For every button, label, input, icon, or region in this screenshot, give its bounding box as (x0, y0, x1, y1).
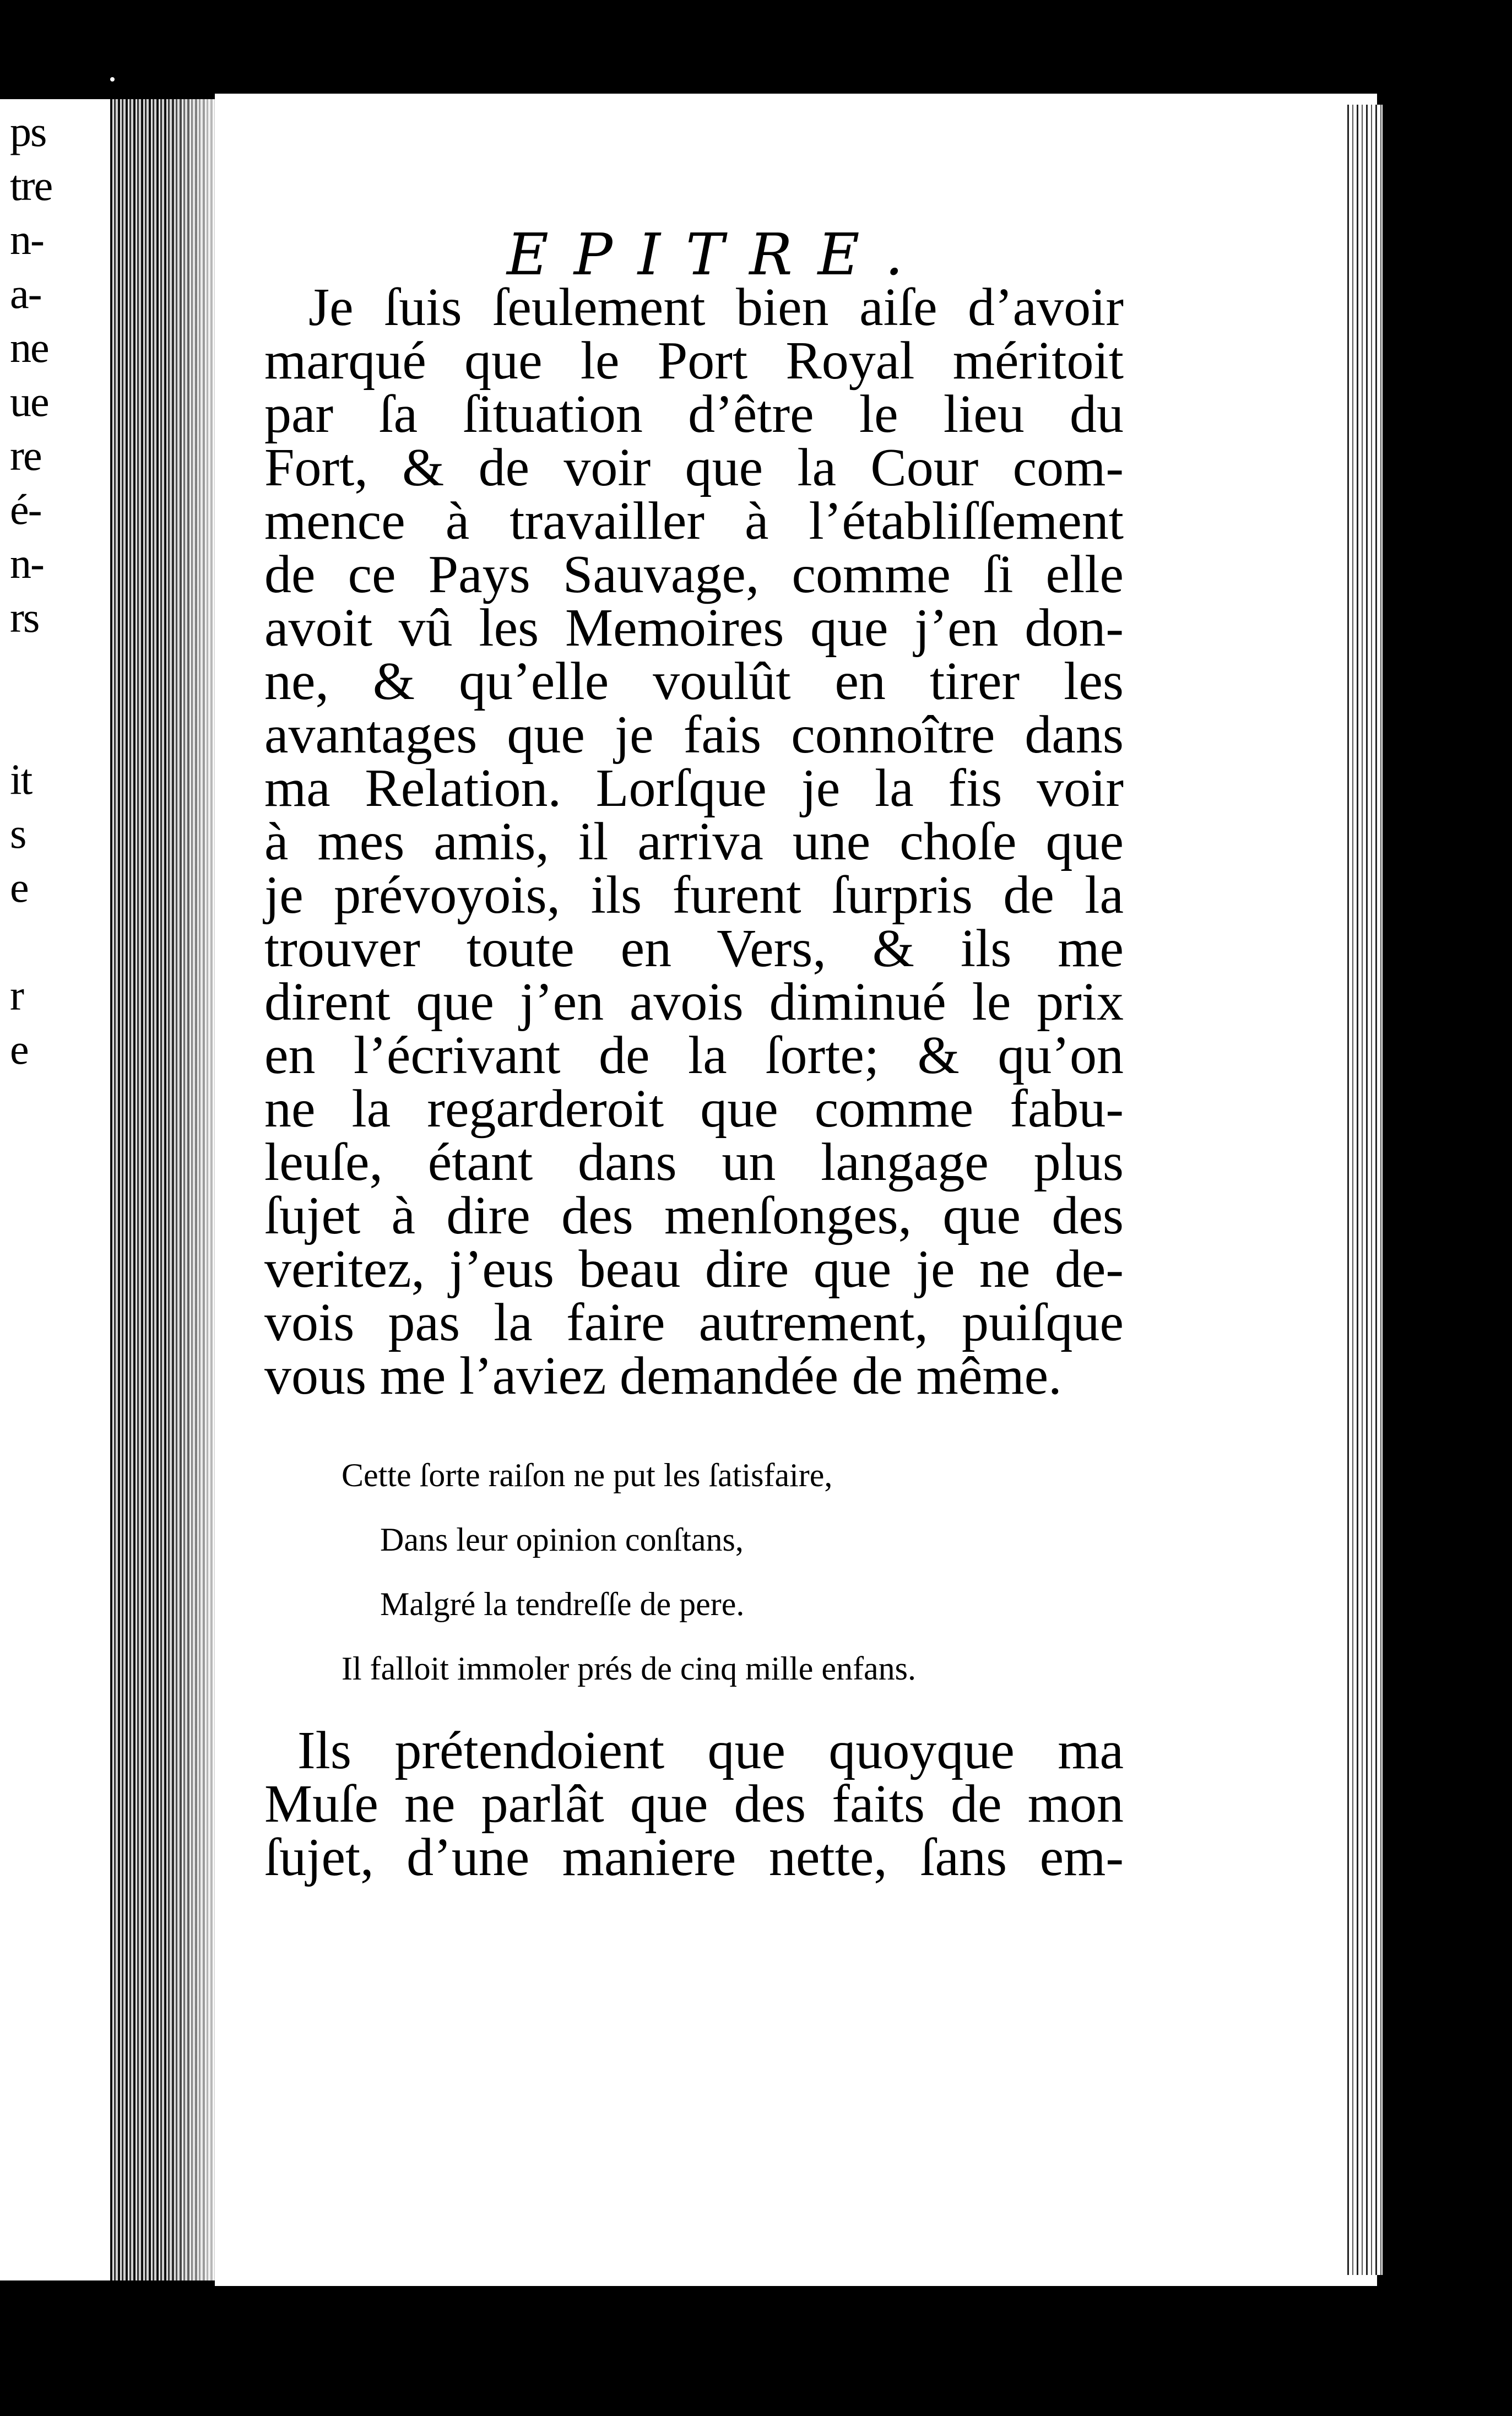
facing-fragment: ne (10, 323, 48, 371)
page-edge (1344, 105, 1383, 2275)
text-line: par ſa ſituation d’être le lieu du (264, 384, 1124, 444)
text-line: à mes amis, il arriva une choſe que (264, 812, 1124, 871)
text-line: leuſe, étant dans un langage plus (264, 1133, 1124, 1192)
text-line: Muſe ne parlât que des faits de mon (264, 1774, 1124, 1834)
facing-fragment: s (10, 809, 26, 857)
text-line: vous me l’aviez demandée de même. (264, 1346, 1062, 1406)
verse-block (342, 1443, 916, 1701)
text-line: marqué que le Port Royal méritoit (264, 331, 1124, 391)
facing-fragment: n- (10, 539, 44, 587)
facing-fragment: a- (10, 269, 41, 317)
text-line: Je ſuis ſeulement bien aiſe d’avoir (308, 278, 1124, 337)
paragraph-1 (264, 278, 1124, 1406)
text-line: avantages que je fais connoître dans (264, 705, 1124, 765)
facing-fragment: ue (10, 377, 48, 425)
facing-fragment: re (10, 431, 41, 479)
text-line: ne la regarderoit que comme fabu- (264, 1079, 1124, 1139)
facing-fragment: é- (10, 485, 41, 533)
text-line: de ce Pays Sauvage, comme ſi elle (264, 545, 1124, 604)
text-line: vois pas la faire autrement, puiſque (264, 1293, 1124, 1352)
verse-line: Il falloit immoler prés de cinq mille enfans. (342, 1650, 917, 1687)
scan-speck (1239, 1410, 1255, 1429)
scan-speck (110, 77, 115, 82)
facing-fragment: e (10, 863, 28, 911)
text-line: ma Relation. Lorſque je la fis voir (264, 759, 1124, 818)
text-line: Fort, & de voir que la Cour com- (264, 438, 1124, 497)
text-line: trouver toute en Vers, & ils me (264, 919, 1124, 978)
facing-fragment: r (10, 971, 23, 1019)
running-head: EPITRE. (507, 221, 929, 288)
verse-line: Malgré la tendreſſe de pere. (380, 1586, 745, 1622)
verse-line: Cette ſorte raiſon ne put les ſatisfaire, (342, 1457, 833, 1493)
facing-fragment: rs (10, 593, 39, 641)
text-line: je prévoyois, ils furent ſurpris de la (264, 865, 1124, 925)
text-line: veritez, j’eus beau dire que je ne de- (264, 1239, 1124, 1299)
text-line: mence à travailler à l’établiſſement (264, 491, 1124, 551)
facing-fragment: ps (10, 107, 46, 155)
paragraph-2 (264, 1721, 1124, 1887)
facing-fragment: n- (10, 215, 44, 263)
facing-fragment: it (10, 755, 32, 803)
verse-line: Dans leur opinion conſtans, (380, 1521, 744, 1558)
text-line: avoit vû les Memoires que j’en don- (264, 598, 1124, 658)
facing-fragment: e (10, 1025, 28, 1073)
gutter-shadow (165, 99, 231, 2280)
text-line: ſujet, d’une maniere nette, ſans em- (264, 1828, 1124, 1887)
facing-fragment: tre (10, 161, 52, 209)
text-line: Ils prétendoient que quoyque ma (297, 1721, 1124, 1780)
text-line: dirent que j’en avois diminué le prix (264, 972, 1124, 1032)
text-line: ne, & qu’elle voulût en tirer les (264, 652, 1124, 711)
text-line: ſujet à dire des menſonges, que des (264, 1186, 1124, 1245)
facing-page-fragment (0, 99, 110, 2280)
text-line: en l’écrivant de la ſorte; & qu’on (264, 1026, 1124, 1085)
